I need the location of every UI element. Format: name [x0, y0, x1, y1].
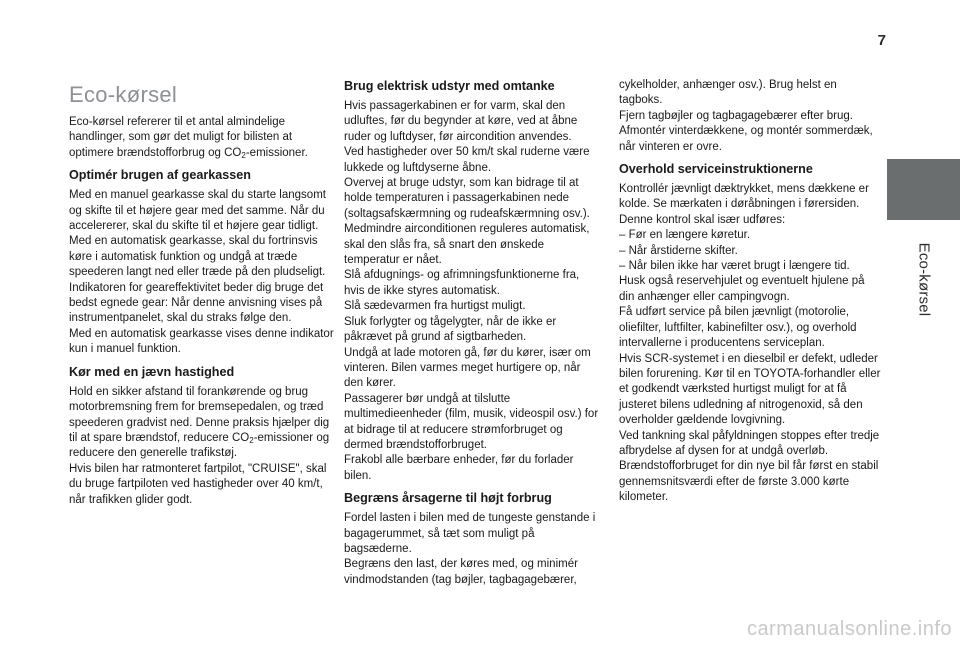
electrical-paragraph-2: Ved hastigheder over 50 km/t skal ruderne være lukkede og luftdyserne åbne. [344, 146, 590, 174]
speed-paragraph-1 [69, 385, 337, 462]
electrical-paragraph-9: Passagerer bør undgå at tilslutte multimedieenheder (film, musik, videospil osv.) for at bidrage til at reducere strømforbruget og dermed brændstofforbruget. [344, 392, 599, 451]
intro-subscript: 2 [241, 150, 246, 160]
continued-paragraph-2: Fjern tagbøjler og tagbagagebærer efter brug. [619, 109, 853, 122]
chapter-title: Eco-kørsel [69, 82, 178, 107]
service-paragraph-7: Brændstofforbruget for din nye bil får først en stabil gennemsnitsværdi efter de første 3.000 kørte kilometer. [619, 460, 879, 504]
gearbox-paragraph-1: Med en manuel gearkasse skal du starte langsomt og skifte til et højere gear med det samme. Når du accelererer, skal du skifte til et højere gear tidligt. [69, 189, 326, 233]
watermark: carmanualsonline.info [746, 618, 952, 640]
electrical-paragraph-4: Medmindre airconditionen reguleres automatisk, skal den slås fra, så snart den ønskede temperatur er nået. [344, 223, 590, 267]
electrical-paragraph-7: Sluk forlygter og tågelygter, når de ikke er påkrævet på grund af sigtbarheden. [344, 315, 557, 344]
speed-subscript: 2 [249, 435, 254, 445]
intro-text-end: -emissioner. [245, 146, 308, 159]
chapter-tab [887, 159, 960, 220]
continued-paragraph-1: cykelholder, anhænger osv.). Brug helst en tagboks. [619, 79, 837, 107]
gearbox-paragraph-3: Indikatoren for geareffektivitet beder dig bruge det bedst egnede gear: Når denne anvisning vises på instrumentpanelet, skal du straks følge den. [69, 281, 324, 325]
page-number: 7 [877, 32, 886, 49]
column-2 [344, 78, 602, 588]
electrical-paragraph-3: Overvej at bruge udstyr, som kan bidrage til at holde temperaturen i passagerkabinen nede (soltagsafskærmning og rudeafskærmning osv.). [344, 177, 590, 220]
section-heading-speed: Kør med en jævn hastighed [69, 364, 235, 379]
service-paragraph-2: Denne kontrol skal især udføres: [619, 213, 786, 226]
gearbox-paragraph-4: Med en automatisk gearkasse vises denne indikator kun i manuel funktion. [69, 327, 334, 356]
section-heading-gearbox: Optimér brugen af gearkassen [69, 168, 251, 183]
electrical-paragraph-5: Slå afdugnings- og afrimningsfunktionerne fra, hvis de ikke styres automatisk. [344, 269, 580, 297]
chapter-side-label [887, 224, 960, 334]
consumption-paragraph-2: Begræns den last, der køres med, og minimér vindmodstanden (tag bøjler, tagbagagebærer, [344, 558, 578, 586]
section-heading-consumption: Begræns årsagerne til højt forbrug [344, 491, 552, 506]
consumption-paragraph-1: Fordel lasten i bilen med de tungeste genstande i bagagerummet, så tæt som muligt på bagsæderne. [344, 512, 596, 555]
electrical-paragraph-8: Undgå at lade motoren gå, før du kører, især om vinteren. Bilen varmes meget hurtigere op, når den kører. [344, 346, 591, 390]
service-paragraph-3: Husk også reservehjulet og eventuelt hjulene på din anhænger eller campingvogn. [619, 275, 865, 303]
electrical-paragraph-10: Frakobl alle bærbare enheder, før du forlader bilen. [344, 454, 574, 482]
section-heading-electrical: Brug elektrisk udstyr med omtanke [344, 79, 555, 93]
service-paragraph-4: Få udført service på bilen jævnligt (motorolie, oliefilter, luftfilter, kabinefilter osv.), og overhold intervallerne i producentens serviceplan. [619, 306, 857, 350]
service-paragraph-5: Hvis SCR-systemet i en dieselbil er defekt, udleder bilen forurening. Kør til en TOYOTA-forhandler eller et godkendt værksted hurtigst muligt for at få justeret bilens udledning af nitrogenoxid, så den overholder gældende lovgivning. [619, 352, 881, 427]
electrical-paragraph-6: Slå sædevarmen fra hurtigst muligt. [344, 300, 526, 313]
service-paragraph-1: Kontrollér jævnligt dæktrykket, mens dækkene er kolde. Se mærkaten i døråbningen i førersiden. [619, 183, 869, 211]
section-heading-service: Overhold serviceinstruktionerne [619, 162, 813, 177]
speed-paragraph-2: Hvis bilen har ratmonteret fartpilot, "CRUISE", skal du bruge fartpiloten ved hastigheder over 40 km/t, når trafikken glider godt. [69, 462, 327, 506]
chapter-side-label-text: Eco-kørsel [915, 242, 932, 316]
service-list-item-3: – Når bilen ikke har været brugt i længere tid. [619, 260, 850, 273]
speed-text: Hold en sikker afstand til forankørende og brug motorbremsning frem for bremsepedalen, og træd speederen gradvist ned. Denne praksis hjælper dig til at spare brændstof, reducere CO [69, 385, 330, 444]
service-list-item-2: – Når årstiderne skifter. [619, 244, 738, 257]
gearbox-paragraph-2: Med en automatisk gearkasse, skal du fortrinsvis køre i automatisk funktion og undgå at træde speederen langt ned eller træde på den pludseligt. [69, 235, 326, 279]
intro-text: Eco-kørsel refererer til et antal almindelige handlinger, som gør det muligt for bilisten at optimere brændstofforbrug og CO [69, 116, 293, 159]
speed-text-end: -emissioner og reducere den generelle trafikstøj. [69, 431, 330, 460]
service-paragraph-6: Ved tankning skal påfyldningen stoppes efter tredje afbrydelse af dysen for at undgå overløb. [619, 429, 880, 457]
continued-paragraph-3: Afmontér vinterdækkene, og montér sommerdæk, når vinteren er ovre. [619, 125, 873, 153]
electrical-paragraph-1: Hvis passagerkabinen er for varm, skal den udluftes, før du begynder at køre, ved at åbne ruder og luftdyser, før aircondition anvendes. [344, 100, 578, 143]
service-list-item-1: – Før en længere køretur. [619, 229, 751, 242]
intro-paragraph [69, 115, 337, 161]
column-1 [69, 82, 337, 508]
column-3 [619, 78, 881, 506]
